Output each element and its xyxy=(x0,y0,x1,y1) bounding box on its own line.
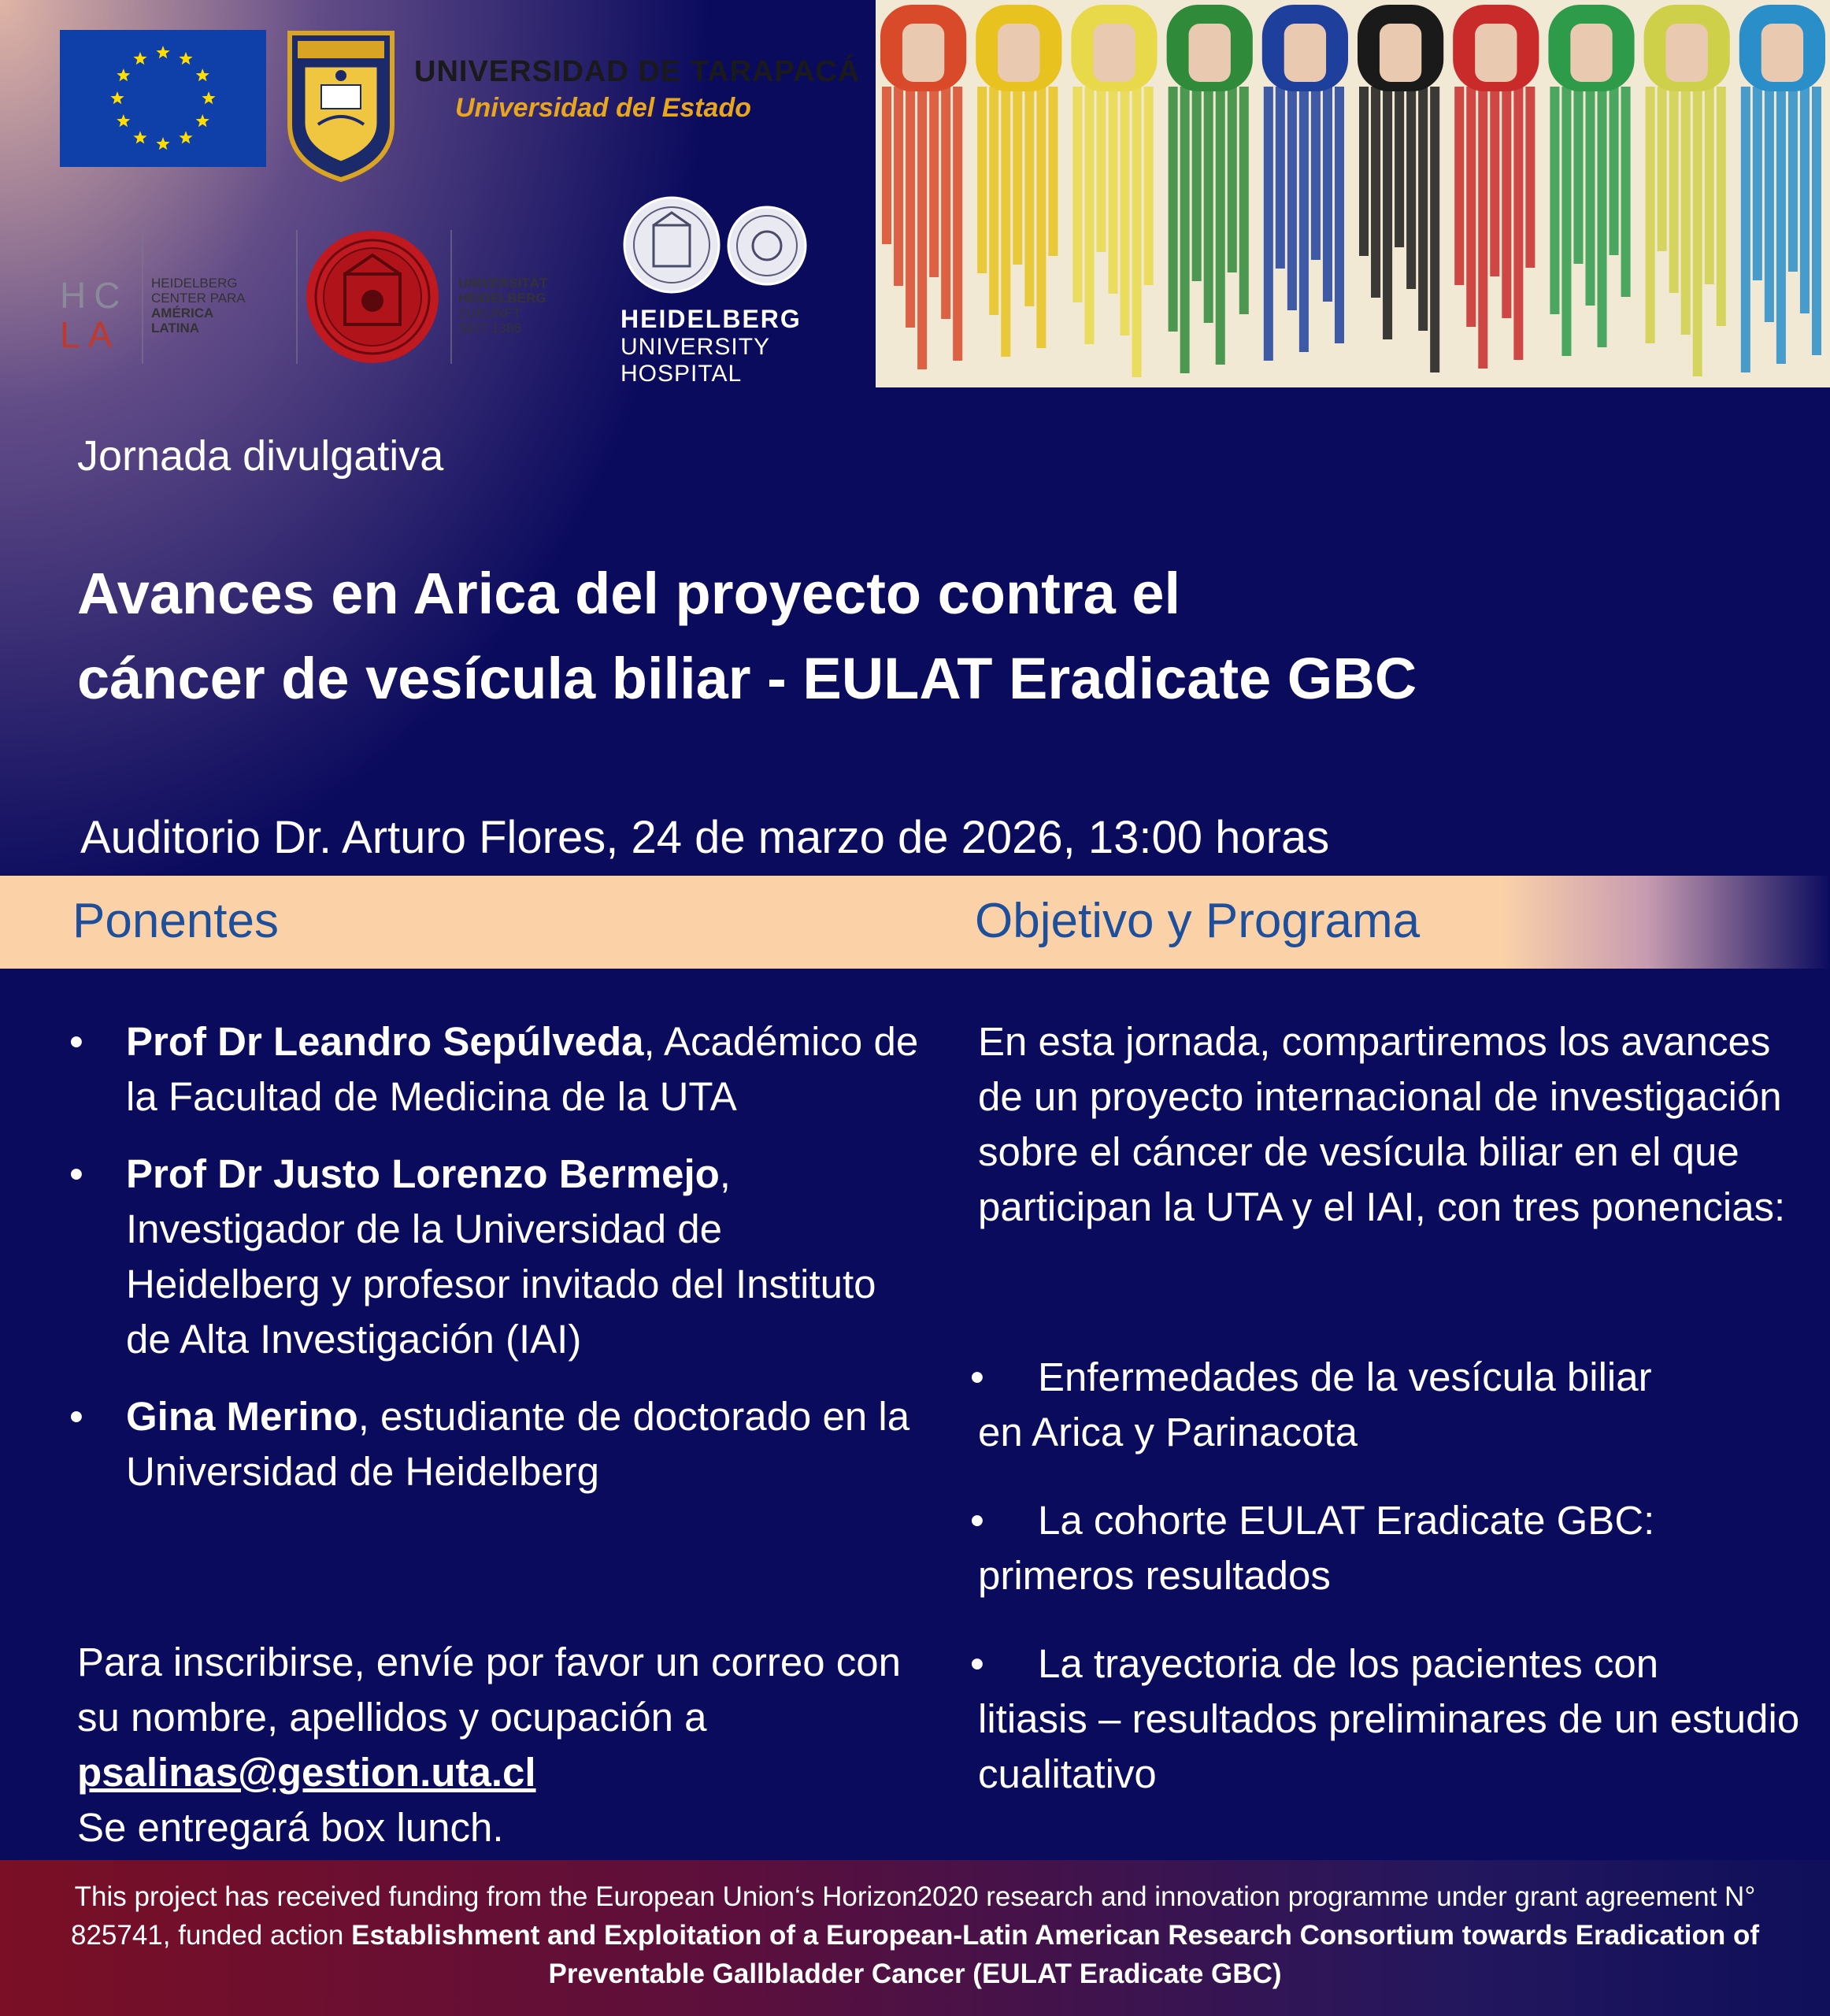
university-text-line: HEIDELBERG xyxy=(458,291,546,306)
figure-paint-drip xyxy=(1239,87,1249,314)
event-type: Jornada divulgativa xyxy=(77,432,444,480)
speaker-item xyxy=(69,1014,920,1125)
figure-paint-drip xyxy=(906,87,915,328)
figure-paint-drip xyxy=(1454,87,1464,285)
figure-paint-drip xyxy=(977,87,987,273)
figure-paint-drip xyxy=(1550,87,1559,314)
figure-paint-drip xyxy=(1800,87,1810,313)
uta-shield-icon xyxy=(287,30,395,183)
hcla-text xyxy=(151,276,246,335)
figure-paint-drip xyxy=(1502,87,1511,318)
hospital-text-line: HEIDELBERG xyxy=(620,305,802,333)
figure-paint-drip xyxy=(1132,87,1142,377)
program-item-text-cont: litiasis – resultados preliminares de un estudio cualitativo xyxy=(978,1696,1800,1796)
figure-paint-drip xyxy=(1598,87,1607,347)
hcla-letters-top: HC xyxy=(60,275,128,316)
figure-paint-drip xyxy=(1561,87,1571,356)
speakers-list xyxy=(69,1014,920,1521)
hospital-seal-icon xyxy=(622,195,721,295)
program-item-text-cont: en Arica y Parinacota xyxy=(978,1410,1358,1455)
figure-paint-drip xyxy=(1108,87,1117,294)
hcla-text-line: AMÉRICA xyxy=(151,306,214,321)
university-text-line: SEIT 1386 xyxy=(458,321,522,335)
figure-paint-drip xyxy=(1753,87,1762,280)
program-item: • La trayectoria de los pacientes con litiasis – resultados preliminares de un estudio cualitativo xyxy=(969,1636,1819,1802)
figure-paint-drip xyxy=(1072,87,1082,302)
figure-paint-drip xyxy=(1776,87,1786,364)
funding-text-plain: This project has received funding from the European Union‘s Horizon2020 research and innovation programme under grant agreement N° 825741, funded action xyxy=(70,1881,1756,1951)
lunch-note: Se entregará box lunch. xyxy=(77,1805,504,1850)
event-title-line: cáncer de vesícula biliar - EULAT Eradicate GBC xyxy=(77,646,1417,711)
figure-paint-drip xyxy=(1395,87,1404,247)
figure-paint-drip xyxy=(1717,87,1726,326)
figure-paint-drip xyxy=(1812,87,1821,355)
figure-paint-drip xyxy=(1525,87,1535,268)
figure-paint-drip xyxy=(989,87,998,315)
figure-paint-drip xyxy=(1299,87,1309,352)
figure-face xyxy=(1761,24,1803,82)
figure-paint-drip xyxy=(1192,87,1202,281)
speaker-item xyxy=(69,1389,920,1499)
speaker-description: , Investigador de la Universidad de Heidelberg y profesor invitado del Instituto de Alta Investigación (IAI) xyxy=(126,1151,876,1362)
figure-paint-drip xyxy=(1036,87,1046,348)
figure-face xyxy=(998,24,1039,82)
figure-face xyxy=(1666,24,1708,82)
figure-paint-drip xyxy=(1180,87,1190,373)
figure-paint-drip xyxy=(1693,87,1702,376)
figure-paint-drip xyxy=(1490,87,1499,276)
event-title-line: Avances en Arica del proyecto contra el xyxy=(77,561,1181,626)
figure-paint-drip xyxy=(1084,87,1094,344)
program-item-text: La trayectoria de los pacientes con xyxy=(1038,1641,1659,1686)
program-item-text-cont: primeros resultados xyxy=(978,1553,1331,1598)
speaker-description: , estudiante de doctorado en la Universidad de Heidelberg xyxy=(126,1394,910,1494)
hospital-text-line: HOSPITAL xyxy=(620,361,743,387)
figure-face xyxy=(1284,24,1326,82)
speakers-heading: Ponentes xyxy=(72,894,279,948)
figure-face xyxy=(1475,24,1517,82)
figure-paint-drip xyxy=(1311,87,1321,260)
figure-face xyxy=(1570,24,1612,82)
figure-face xyxy=(902,24,944,82)
figure-paint-drip xyxy=(1169,87,1178,332)
figure-paint-drip xyxy=(1276,87,1285,269)
figure-paint-drip xyxy=(1096,87,1106,252)
figure-paint-drip xyxy=(894,87,903,286)
figure-paint-drip xyxy=(1048,87,1058,256)
figure-paint-drip xyxy=(1323,87,1332,302)
speaker-item xyxy=(69,1147,920,1367)
hcla-text-line: HEIDELBERG xyxy=(151,276,238,291)
hcla-letters-bottom: LA xyxy=(60,314,120,355)
figure-paint-drip xyxy=(1228,87,1237,272)
figure-paint-drip xyxy=(1287,87,1297,310)
figure-paint-drip xyxy=(882,87,891,244)
figure-paint-drip xyxy=(1359,87,1369,256)
program-intro: En esta jornada, compartiremos los avances de un proyecto internacional de investigación sobre el cáncer de vesícula biliar en el que participan la UTA y el IAI, con tres ponencias: xyxy=(978,1019,1786,1229)
figure-paint-drip xyxy=(929,87,939,277)
hospital-seal-small-icon xyxy=(726,205,808,287)
figure-paint-drip xyxy=(1466,87,1476,327)
heidelberg-university-text xyxy=(458,276,547,335)
program-heading: Objetivo y Programa xyxy=(975,894,1421,948)
figure-paint-drip xyxy=(1610,87,1619,255)
logo-divider xyxy=(296,230,298,364)
logo-divider xyxy=(450,230,452,364)
figure-paint-drip xyxy=(1705,87,1714,284)
figure-paint-drip xyxy=(1646,87,1655,343)
figure-paint-drip xyxy=(953,87,962,361)
eu-flag-icon xyxy=(60,30,266,167)
event-title xyxy=(77,551,1417,721)
figure-paint-drip xyxy=(1013,87,1022,265)
speaker-name: Gina Merino xyxy=(126,1394,358,1439)
program-item-text: Enfermedades de la vesícula biliar xyxy=(1038,1354,1652,1399)
registration-info xyxy=(77,1635,943,1855)
figure-paint-drip xyxy=(1585,87,1595,306)
program-list xyxy=(969,1350,1819,1835)
figure-paint-drip xyxy=(1573,87,1583,264)
heidelberg-seal-icon xyxy=(304,228,441,365)
figure-paint-drip xyxy=(1144,87,1154,285)
hcla-text-line: CENTER PARA xyxy=(151,291,246,306)
hospital-text-line: UNIVERSITY xyxy=(620,334,771,360)
figure-paint-drip xyxy=(1658,87,1667,251)
figure-paint-drip xyxy=(1216,87,1225,365)
figure-paint-drip xyxy=(1788,87,1798,272)
figure-paint-drip xyxy=(1418,87,1428,331)
figure-paint-drip xyxy=(941,87,950,319)
program-item-text: La cohorte EULAT Eradicate GBC: xyxy=(1038,1498,1655,1543)
program-item: • Enfermedades de la vesícula biliar en Arica y Parinacota xyxy=(969,1350,1819,1460)
program-item: • La cohorte EULAT Eradicate GBC: primeros resultados xyxy=(969,1493,1819,1603)
hcla-logo xyxy=(60,276,135,354)
logo-divider xyxy=(142,230,143,364)
figure-paint-drip xyxy=(1335,87,1344,343)
speaker-description: , Académico de la Facultad de Medicina de la UTA xyxy=(126,1019,919,1119)
funding-text xyxy=(47,1877,1783,1993)
speaker-name: Prof Dr Leandro Sepúlveda xyxy=(126,1019,644,1064)
figure-paint-drip xyxy=(1430,87,1439,372)
figure-paint-drip xyxy=(1406,87,1416,289)
figure-paint-drip xyxy=(917,87,927,369)
artwork-image xyxy=(876,0,1830,387)
uta-subtitle: Universidad del Estado xyxy=(455,93,751,123)
figure-paint-drip xyxy=(1765,87,1774,322)
figure-paint-drip xyxy=(1478,87,1487,369)
figure-face xyxy=(1093,24,1135,82)
university-text-line: UNIVERSITÄT xyxy=(458,276,548,291)
figure-face xyxy=(1380,24,1421,82)
university-text-line: ZUKUNFT xyxy=(458,306,521,321)
figure-paint-drip xyxy=(1264,87,1273,361)
figure-paint-drip xyxy=(1204,87,1213,323)
event-venue-date: Auditorio Dr. Arturo Flores, 24 de marzo de 2026, 13:00 horas xyxy=(80,812,1330,863)
registration-email-link[interactable]: psalinas@gestion.uta.cl xyxy=(77,1750,536,1795)
figure-paint-drip xyxy=(1669,87,1679,293)
registration-text: Para inscribirse, envíe por favor un correo con su nombre, apellidos y ocupación a xyxy=(77,1640,901,1740)
figure-paint-drip xyxy=(1024,87,1034,306)
figure-paint-drip xyxy=(1383,87,1392,339)
funding-text-bold: Establishment and Exploitation of a European-Latin American Research Consortium towards Eradication of Preventable Gallbladder Cancer (EULAT Eradicate GBC) xyxy=(351,1920,1760,1989)
figure-paint-drip xyxy=(1121,87,1130,335)
uta-name: UNIVERSIDAD DE TARAPACÁ xyxy=(414,55,861,88)
hospital-text xyxy=(620,304,802,387)
figure-paint-drip xyxy=(1681,87,1691,335)
figure-paint-drip xyxy=(1001,87,1010,357)
figure-paint-drip xyxy=(1741,87,1750,372)
figure-paint-drip xyxy=(1371,87,1380,298)
figure-face xyxy=(1189,24,1231,82)
figure-paint-drip xyxy=(1621,87,1631,297)
speaker-name: Prof Dr Justo Lorenzo Bermejo xyxy=(126,1151,720,1196)
hcla-text-line: LATINA xyxy=(151,321,200,335)
figure-paint-drip xyxy=(1513,87,1523,360)
